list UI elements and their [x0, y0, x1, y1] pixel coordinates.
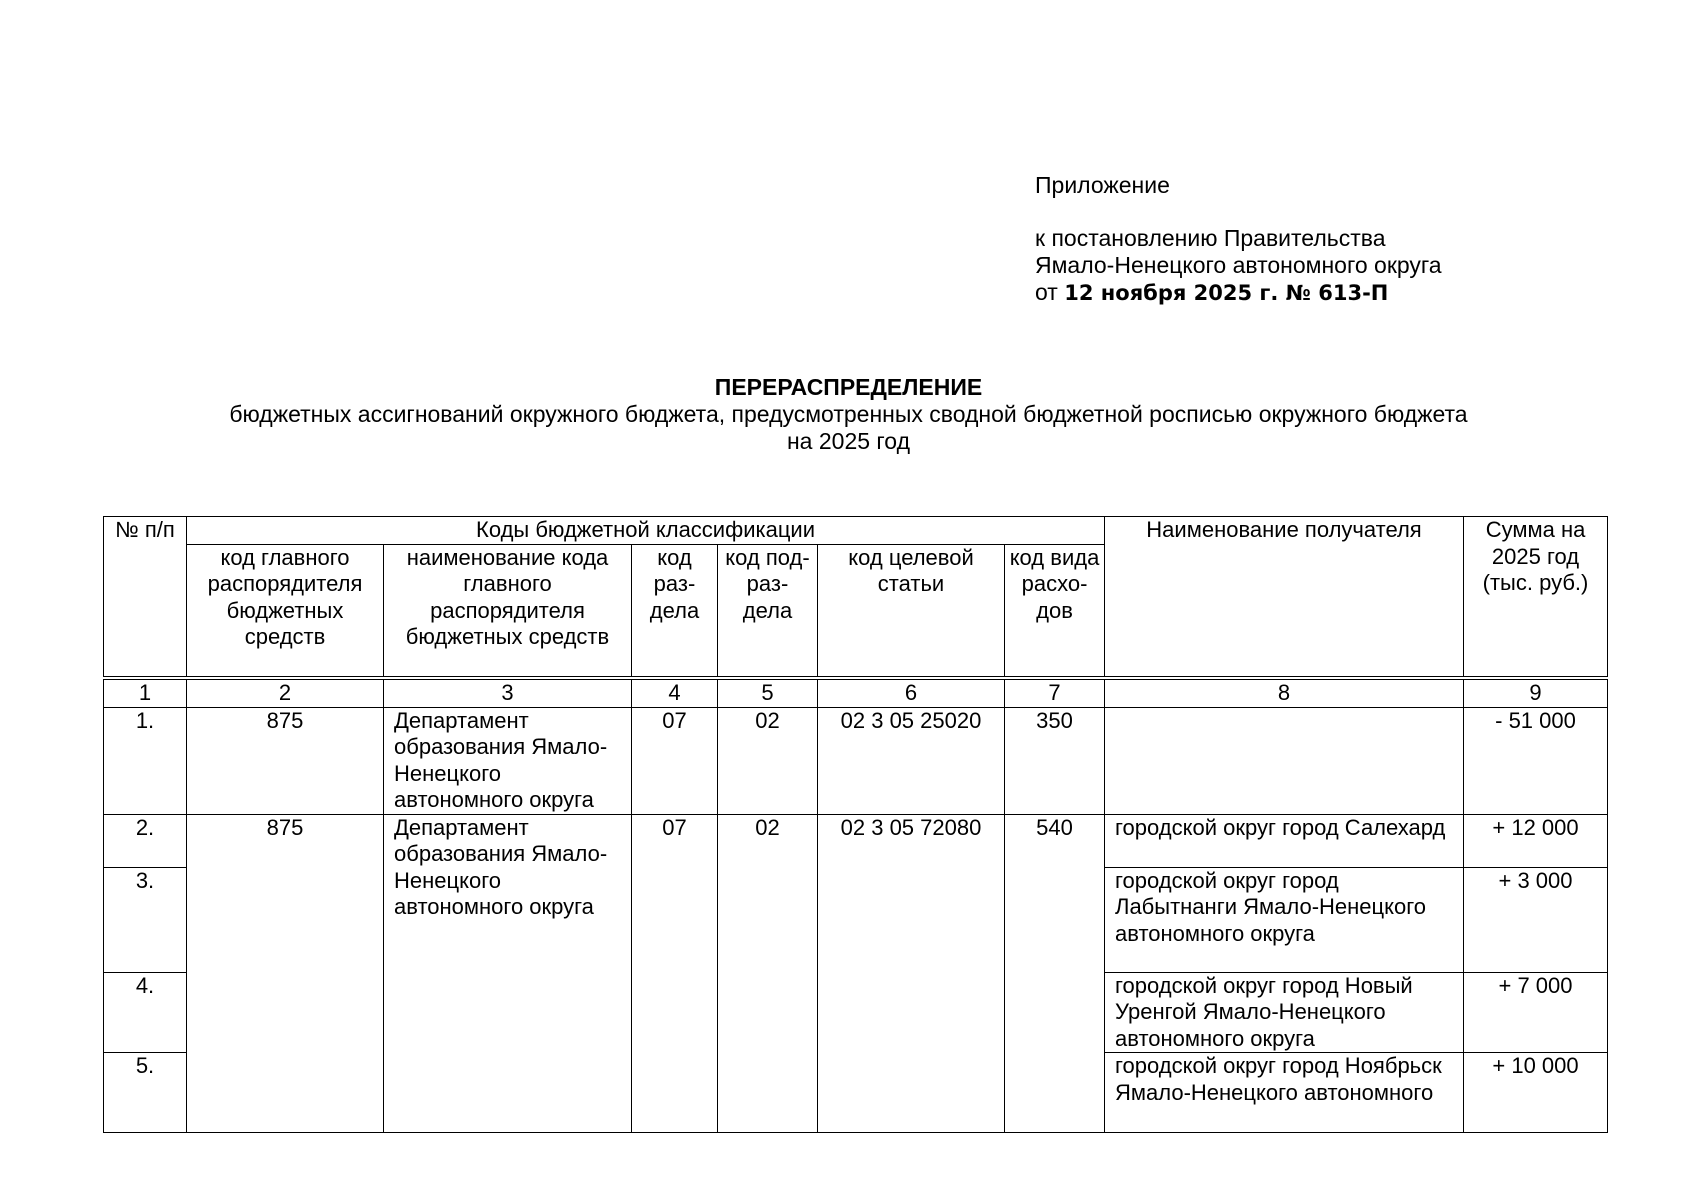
- header-sum: Сумма на 2025 год (тыс. руб.): [1464, 517, 1608, 677]
- appendix-label: Приложение: [1035, 172, 1170, 198]
- col-number: 6: [818, 680, 1005, 708]
- appendix-region-line: Ямало-Ненецкого автономного округа: [1035, 252, 1442, 278]
- row-vid: 350: [1005, 707, 1105, 814]
- date-prefix: от: [1035, 279, 1058, 305]
- table-body: [103, 679, 1608, 1133]
- date-number: 12 ноября 2025 г. № 613-П: [1064, 281, 1389, 305]
- col-number: 3: [384, 680, 632, 708]
- table-row: [104, 707, 1608, 814]
- header-razdel: код раз-дела: [632, 544, 718, 676]
- row-razdel: 07: [632, 814, 718, 1133]
- header-codes-group: Коды бюджетной классификации: [187, 517, 1105, 545]
- row-recipient: [1105, 707, 1464, 814]
- row-sum: + 3 000: [1464, 867, 1608, 972]
- row-num: 1.: [104, 707, 187, 814]
- col-number: 2: [187, 680, 384, 708]
- row-podrazdel: 02: [718, 814, 818, 1133]
- document-heading: [0, 374, 1697, 455]
- appendix-block: [1035, 172, 1442, 307]
- row-num: 5.: [104, 1053, 187, 1133]
- header-tsel: код целевой статьи: [818, 544, 1005, 676]
- row-sum: + 10 000: [1464, 1053, 1608, 1133]
- row-recipient: городской округ город Салехард: [1105, 814, 1464, 867]
- header-podrazdel: код под-раз-дела: [718, 544, 818, 676]
- row-sum: - 51 000: [1464, 707, 1608, 814]
- row-num: 2.: [104, 814, 187, 867]
- table-row: [104, 814, 1608, 867]
- row-recipient: городской округ город Новый Уренгой Ямало-Ненецкого автономного округа: [1105, 972, 1464, 1053]
- document-title: ПЕРЕРАСПРЕДЕЛЕНИЕ: [714, 374, 983, 400]
- col-number: 9: [1464, 680, 1608, 708]
- row-podrazdel: 02: [718, 707, 818, 814]
- column-number-row: [104, 680, 1608, 708]
- appendix-resolution-line: к постановлению Правительства: [1035, 225, 1386, 251]
- row-tsel: 02 3 05 25020: [818, 707, 1005, 814]
- row-num: 4.: [104, 972, 187, 1053]
- col-number: 1: [104, 680, 187, 708]
- header-gr-code: код главного распорядителя бюджетных средств: [187, 544, 384, 676]
- row-gr-code: 875: [187, 814, 384, 1133]
- table-header: [103, 516, 1608, 677]
- row-sum: + 12 000: [1464, 814, 1608, 867]
- col-number: 7: [1005, 680, 1105, 708]
- col-number: 4: [632, 680, 718, 708]
- row-sum: + 7 000: [1464, 972, 1608, 1053]
- appendix-date-line: [1035, 279, 1442, 307]
- header-vid: код вида расхо-дов: [1005, 544, 1105, 676]
- row-razdel: 07: [632, 707, 718, 814]
- header-num: № п/п: [104, 517, 187, 677]
- document-subtitle: бюджетных ассигнований окружного бюджета, предусмотренных сводной бюджетной росписью окружного бюджета: [229, 401, 1468, 427]
- row-num: 3.: [104, 867, 187, 972]
- header-recipient: Наименование получателя: [1105, 517, 1464, 677]
- header-gr-name: наименование кода главного распорядителя бюджетных средств: [384, 544, 632, 676]
- row-recipient: городской округ город Ноябрьск Ямало-Ненецкого автономного: [1105, 1053, 1464, 1133]
- col-number: 5: [718, 680, 818, 708]
- row-gr-name: Департамент образования Ямало-Ненецкого автономного округа: [384, 707, 632, 814]
- row-gr-code: 875: [187, 707, 384, 814]
- col-number: 8: [1105, 680, 1464, 708]
- row-vid: 540: [1005, 814, 1105, 1133]
- row-recipient: городской округ город Лабытнанги Ямало-Ненецкого автономного округа: [1105, 867, 1464, 972]
- row-tsel: 02 3 05 72080: [818, 814, 1005, 1133]
- row-gr-name: Департамент образования Ямало-Ненецкого автономного округа: [384, 814, 632, 1133]
- document-subtitle-year: на 2025 год: [786, 428, 911, 454]
